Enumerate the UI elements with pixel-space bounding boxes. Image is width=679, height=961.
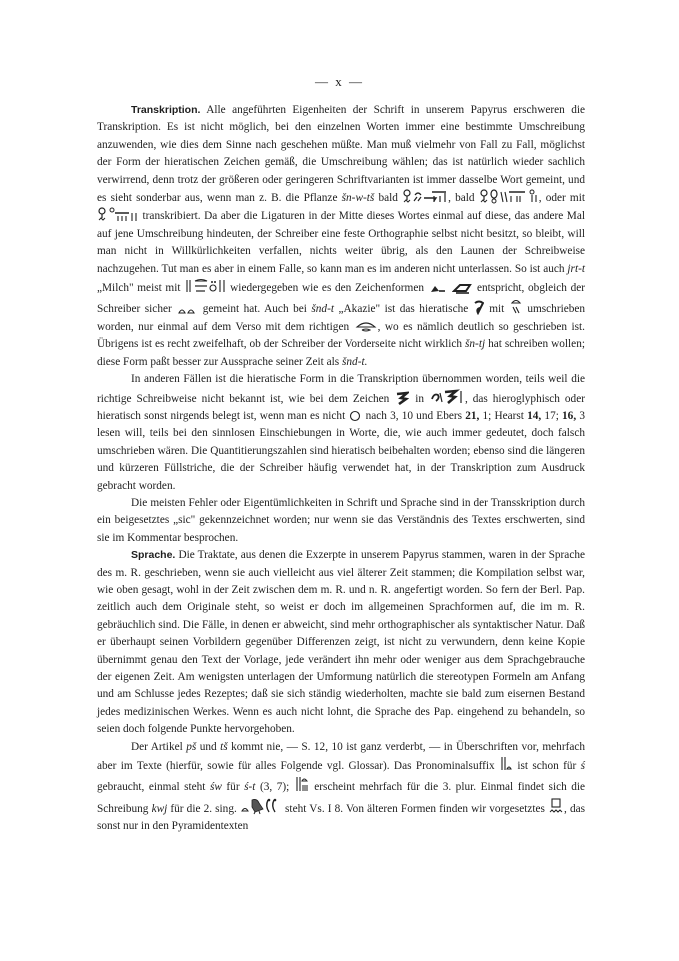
transliteration: kwj	[151, 802, 168, 815]
hieroglyph-group-icon	[98, 207, 138, 222]
hieratic-sign-icon	[452, 282, 472, 294]
transliteration: ś-t	[244, 781, 256, 794]
paragraph-transkription	[97, 102, 585, 371]
transliteration: šnd-t.	[342, 355, 368, 368]
transliteration: św	[209, 781, 222, 794]
text-segment: , das sonst nur in den Pyramidentexten	[97, 802, 586, 833]
text-segment: Die meisten Fehler oder Eigentümlichkeiten in Schrift und Sprache sind in der Transskription durch ein beigesetztes „sic" gekennzeichnet worden; nur wenn sie das Verständnis des Textes erschwerten, sind sie im Kommentar besprochen.	[97, 496, 585, 544]
paragraph	[97, 371, 585, 495]
paragraph-sprache	[97, 547, 585, 738]
text-segment: steht Vs. I 8. Von älteren Formen finden wir vorgesetztes	[285, 802, 545, 815]
text-segment: , wo es nämlich deutlich so geschrieben ist. Übrigens ist es recht zweifelhaft, ob der Schreiber der Vorderseite nicht wirklich	[97, 320, 585, 351]
text-segment: 1; Hearst	[482, 409, 524, 422]
section-heading-transkription: Transkription.	[131, 104, 201, 116]
circle-sign-icon	[349, 410, 361, 422]
transliteration: jrt-t	[567, 262, 585, 275]
hieroglyph-group-icon	[510, 297, 522, 315]
text-segment: hat schreiben wollen; diese Form paßt besser zur Aussprache seiner Zeit als	[97, 338, 585, 368]
text-segment: , oder mit	[538, 192, 585, 205]
hieroglyph-group-icon	[185, 278, 229, 294]
transliteration: ś	[580, 760, 586, 773]
text-segment: 3 lesen will, teils bei den sinnlosen Einschiebungen in Worte, die, wie auch immer gedeutet, doch falsch umschrieben wären. Die Quantitierungszahlen sind hieratisch beibehalten worden; ebenso sind die längeren und kürzeren Füllstriche, die der Schreiber häufig verwendet hat, in der Transkription zum Ausdruck gebracht worden.	[97, 409, 585, 492]
text-segment: 17;	[544, 409, 559, 422]
reference-number: 14,	[527, 409, 542, 422]
text-segment: Der Artikel	[131, 740, 183, 753]
body-text	[97, 102, 585, 836]
text-segment: transkribiert. Da aber die Ligaturen in der Mitte dieses Wortes einmal auf diese, das andere Mal auf jene Umschreibung hindeuten, der Schreiber eine feste Orthographie selbst nicht besitzt, so bleibt, will man nicht in Willkürlichkeiten verfallen, nichts weiter übrig, als den Launen der Schreibweise nachzugehen. Tut man es aber in einem Falle, so kann man es im anderen nicht unterlassen. So ist auch	[97, 210, 586, 275]
text-segment: (3, 7);	[259, 781, 290, 794]
text-segment: „Milch" meist mit	[97, 282, 181, 295]
text-segment: gemeint hat. Auch bei	[202, 303, 307, 316]
hieratic-sign-icon	[395, 391, 409, 405]
hieroglyph-group-icon	[241, 797, 281, 815]
hieroglyph-group-icon	[549, 797, 563, 815]
text-segment: kommt nie, — S. 12, 10 ist ganz verderbt, — in Überschriften vor, mehrfach aber im Texte (hierfür, sowie für alles Folgende vgl. Glossar). Das Pronominalsuffix	[97, 740, 586, 773]
text-segment: gebraucht, einmal steht	[97, 781, 206, 794]
text-segment: , das hieroglyphisch oder hieratisch sonst nirgends belegt ist, wenn man es nicht	[97, 392, 585, 422]
transliteration: šn-tj	[465, 338, 486, 351]
text-segment: nach 3, 10 und Ebers	[365, 409, 463, 422]
text-segment: bald	[378, 192, 398, 205]
text-segment: für die 2. sing.	[170, 802, 237, 815]
hieratic-sign-icon	[474, 299, 484, 315]
text-segment: mit	[489, 303, 505, 316]
text-segment: umschrieben worden, nur einmal auf dem Verso mit dem richtigen	[97, 303, 586, 333]
hieratic-sign-icon	[429, 282, 447, 294]
paragraph	[97, 495, 585, 547]
hieratic-sign-icon	[430, 389, 464, 405]
text-segment: und	[199, 740, 217, 753]
hieroglyph-group-icon	[500, 756, 512, 772]
hieroglyph-group-icon	[177, 303, 197, 315]
text-segment: erscheint mehrfach für die 3. plur. Einmal findet sich die Schreibung	[97, 781, 586, 815]
transliteration: pš	[186, 740, 197, 753]
text-segment: , bald	[448, 192, 475, 205]
section-heading-sprache: Sprache.	[131, 549, 176, 562]
text-segment: Die Traktate, aus denen die Exzerpte in unserem Papyrus stammen, waren in der Sprache des m. R. geschrieben, wenn sie auch vielleicht aus viel älterer Zeit stammen; die Kompilation selbst war, wie oben gesagt, wohl in der Zeit zwischen dem m. R. und n. R. angefertigt worden. So fern der Berl. Pap. zeitlich auch dem Originale steht, so weist er doch im allgemeinen Sprachformen auf, die im m. R. gebräuchlich sind. Die Fälle, in denen er abweicht, sind mehr orthographischer als syntaktischer Natur. Daß er überhaupt seinen Vorbildern gegenüber Differenzen zeigt, ist nicht zu verwundern, denn keine Kopie übernimmt genau den Text der Vorlage, jede verändert ihn mehr oder weniger aus dem Sprachgebrauche der eigenen Zeit. Am wenigsten unterlagen der Umformung natürlich die stereotypen Formeln am Anfang und am Schlusse jedes Rezeptes; daß sie sich ständig wiederholten, machte sie bald zum eisernen Bestand jedes medizinischen Werkes. Wenn es auch nicht lohnt, die Sprache des Pap. eingehend zu behandeln, so seien doch folgende Punkte hervorgehoben.	[97, 549, 585, 736]
transliteration: šnd-t	[311, 303, 334, 316]
text-segment: in	[415, 392, 424, 405]
hieroglyph-group-icon	[403, 189, 447, 204]
text-segment: wiedergegeben wie es den Zeichenformen	[230, 282, 424, 295]
paragraph	[97, 739, 585, 836]
text-segment: ist schon für	[517, 760, 577, 773]
hieroglyph-group-icon	[295, 775, 309, 793]
transliteration: šn-w-tš	[341, 192, 375, 205]
hieroglyph-group-icon	[355, 319, 377, 333]
hieroglyph-group-icon	[480, 189, 538, 204]
text-segment: Alle angeführten Eigenheiten der Schrift in unserem Papyrus erschweren die Transkription. Es ist nicht möglich, bei den einzelnen Worten immer eine bestimmte Umschreibung anzuwenden, wie dies dem Sinne nach geschehen müßte. Man muß vielmehr von Fall zu Fall, möglichst der Form der hieratischen Zeichen gemäß, die Umschreibung wählen; das ist natürlich wieder sachlich verwirrend, denn trotz der größeren oder geringeren Schriftvarianten ist immer dasselbe Wort gemeint, und es sieht sonderbar aus, wenn man z. B. die Pflanze	[97, 104, 585, 205]
text-segment: „Akazie" ist das hieratische	[338, 303, 469, 316]
text-segment: entspricht, obgleich der Schreiber sicher	[97, 282, 586, 316]
page-number: — x —	[315, 74, 364, 89]
text-segment: für	[226, 781, 240, 794]
reference-number: 21,	[465, 409, 480, 422]
text-segment: In anderen Fällen ist die hieratische Form in die Transkription übernommen worden, teils weil die richtige Schreibweise nicht bekannt ist, wie bei dem Zeichen	[97, 373, 585, 405]
transliteration: tš	[220, 740, 228, 753]
reference-number: 16,	[562, 409, 577, 422]
